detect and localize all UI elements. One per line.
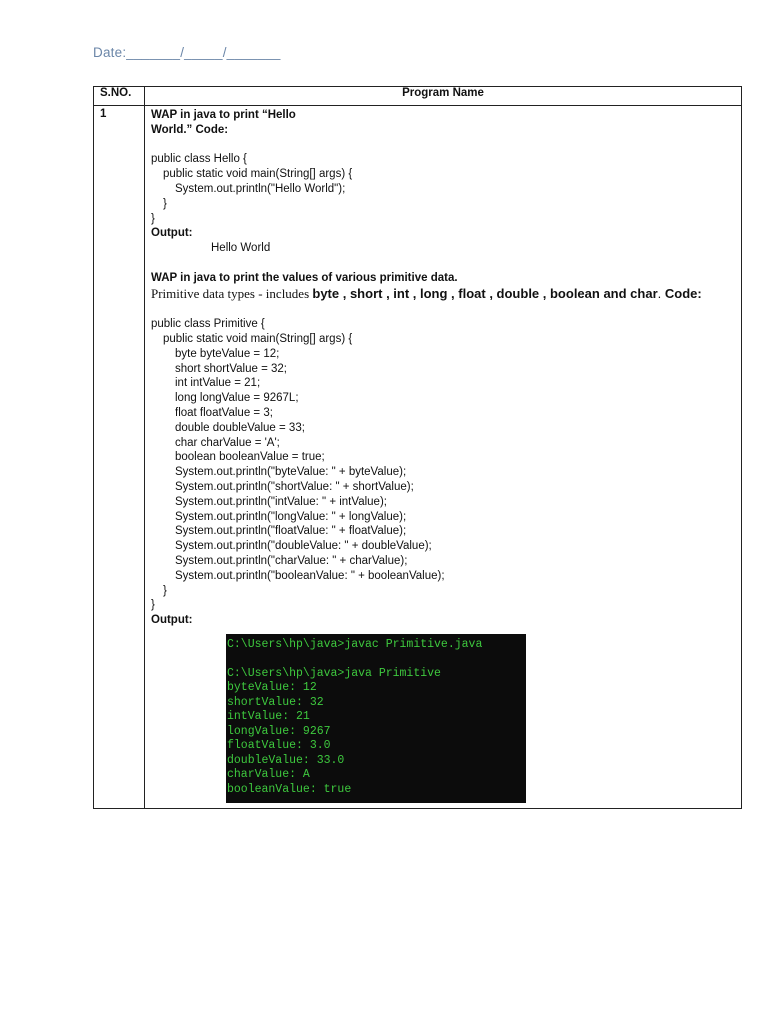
console-line: byteValue: 12 (227, 681, 317, 695)
code-line: } (163, 584, 167, 597)
program1-output: Hello World (211, 242, 271, 255)
program2-code-label: Code: (664, 285, 702, 301)
console-line: floatValue: 3.0 (227, 739, 331, 753)
code-line: System.out.println("longValue: " + longValue); (175, 510, 407, 523)
code-line: } (151, 212, 155, 225)
program2-types: byte , short , int , long , float , double , boolean and char (312, 285, 658, 301)
console-line: C:\Users\hp\java>javac Primitive.java (227, 637, 483, 651)
output-label: Output: (151, 614, 193, 627)
code-line: System.out.println("floatValue: " + floatValue); (175, 525, 407, 538)
program1-title-line2: World.” Code: (151, 123, 229, 136)
date-line: Date:_______/_____/_______ (93, 45, 281, 60)
console-line: C:\Users\hp\java>java Primitive (227, 666, 441, 680)
code-line: double doubleValue = 33; (175, 421, 305, 434)
code-line: System.out.println("intValue: " + intValue); (175, 495, 387, 508)
program2-intro-text: Primitive data types - includes (151, 285, 313, 301)
console-line: longValue: 9267 (227, 724, 331, 738)
code-line: char charValue = 'A'; (175, 436, 280, 449)
table-row (94, 106, 742, 809)
code-line: long longValue = 9267L; (175, 392, 299, 405)
console-line: doubleValue: 33.0 (227, 753, 345, 767)
code-line: public static void main(String[] args) { (163, 332, 353, 345)
code-line: System.out.println("Hello World"); (175, 182, 346, 195)
code-line: } (163, 197, 167, 210)
code-line: public class Primitive { (151, 318, 265, 331)
console-line: intValue: 21 (227, 710, 310, 724)
code-line: short shortValue = 32; (175, 362, 287, 375)
code-line: float floatValue = 3; (175, 406, 273, 419)
program-content (145, 106, 742, 809)
console-line (226, 652, 526, 667)
code-line: System.out.println("charValue: " + charValue); (175, 554, 408, 567)
code-line: public static void main(String[] args) { (163, 168, 353, 181)
code-line: public class Hello { (151, 153, 247, 166)
code-line: System.out.println("byteValue: " + byteValue); (175, 466, 407, 479)
table-header-row (94, 87, 742, 106)
code-line: System.out.println("booleanValue: " + booleanValue); (175, 569, 445, 582)
code-line: System.out.println("doubleValue: " + doubleValue); (175, 540, 432, 553)
output-label: Output: (151, 227, 193, 240)
code-line: boolean booleanValue = true; (175, 451, 325, 464)
program2-dot: . (657, 285, 665, 301)
console-line: booleanValue: true (227, 782, 352, 796)
console-line: charValue: A (227, 768, 310, 782)
row-number: 1 (94, 106, 145, 809)
console-line: shortValue: 32 (227, 695, 324, 709)
code-line: int intValue = 21; (175, 377, 261, 390)
program1-title-line1: WAP in java to print “Hello (151, 109, 296, 121)
program2-intro (151, 286, 741, 303)
code-line: System.out.println("shortValue: " + shortValue); (175, 480, 414, 493)
code-line: } (151, 599, 155, 612)
col-header-program-name: Program Name (145, 87, 742, 106)
console-output-screenshot (226, 634, 526, 803)
col-header-sno: S.NO. (94, 87, 145, 106)
code-line: byte byteValue = 12; (175, 347, 280, 360)
program2-title: WAP in java to print the values of various primitive data. (151, 271, 458, 284)
program-table (93, 86, 742, 809)
